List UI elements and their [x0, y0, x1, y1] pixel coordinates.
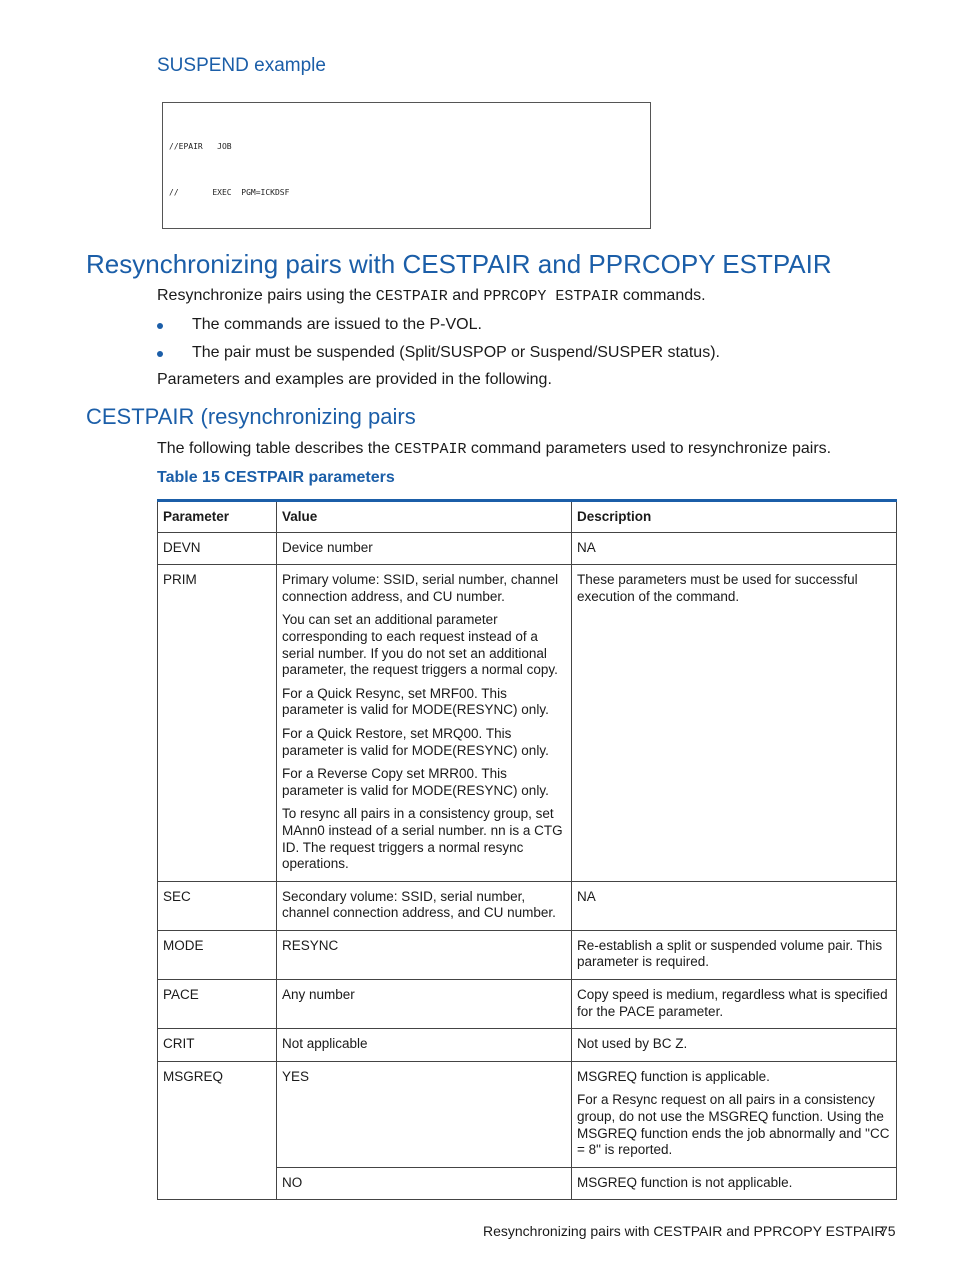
cell-description: Copy speed is medium, regardless what is specified for the PACE parameter. — [572, 980, 897, 1029]
description-paragraph: MSGREQ function is applicable. — [577, 1068, 770, 1084]
desc-text: command parameters used to resynchronize pairs. — [466, 440, 832, 457]
intro-text: commands. — [618, 287, 706, 304]
table-row — [158, 930, 897, 979]
bullet-text: The pair must be suspended (Split/SUSPOP or Suspend/SUSPER status). — [192, 344, 720, 361]
code-line: //EPAIR JOB — [169, 141, 232, 151]
description-paragraph: For a Resync request on all pairs in a consistency group, do not use the MSGREQ function. Using the MSGREQ function ends the job abnormally and "CC = 8" is reported. — [577, 1092, 890, 1158]
value-paragraph: For a Quick Restore, set MRQ00. This parameter is valid for MODE(RESYNC) only. — [282, 725, 549, 758]
footer-section-title: Resynchronizing pairs with CESTPAIR and PPRCOPY ESTPAIR — [483, 1223, 885, 1239]
page-number: 75 — [880, 1223, 896, 1239]
section-outro: Parameters and examples are provided in the following. — [157, 371, 552, 388]
code-example-box — [162, 102, 651, 229]
cell-description: These parameters must be used for successful execution of the command. — [572, 565, 897, 882]
subsection-description — [157, 440, 831, 458]
value-paragraph: For a Quick Resync, set MRF00. This parameter is valid for MODE(RESYNC) only. — [282, 685, 549, 718]
table-caption: Table 15 CESTPAIR parameters — [157, 469, 395, 486]
cell-parameter: CRIT — [158, 1029, 277, 1062]
value-paragraph: Primary volume: SSID, serial number, channel connection address, and CU number. — [282, 572, 559, 604]
cell-value: YES — [277, 1061, 572, 1167]
cell-value — [277, 565, 572, 882]
section-title: Resynchronizing pairs with CESTPAIR and PPRCOPY ESTPAIR — [86, 249, 832, 279]
bullet-dot-icon — [157, 351, 163, 357]
cell-parameter: PACE — [158, 980, 277, 1029]
value-paragraph: For a Reverse Copy set MRR00. This parameter is valid for MODE(RESYNC) only. — [282, 766, 549, 798]
cell-parameter: SEC — [158, 881, 277, 930]
subsection-title: CESTPAIR (resynchronizing pairs — [86, 404, 416, 429]
column-header-parameter: Parameter — [158, 501, 277, 533]
table-row — [158, 532, 897, 565]
code-line: // EXEC PGM=ICKDSF — [169, 188, 290, 198]
cell-parameter: PRIM — [158, 565, 277, 882]
cell-description: NA — [572, 532, 897, 565]
command-pprcopy-estpair: PPRCOPY ESTPAIR — [483, 288, 619, 305]
bullet-text: The commands are issued to the P-VOL. — [192, 316, 482, 333]
cell-value: RESYNC — [277, 930, 572, 979]
intro-text: and — [447, 287, 484, 304]
cell-description: Not used by BC Z. — [572, 1029, 897, 1062]
table-row — [158, 1061, 897, 1167]
desc-text: The following table describes the — [157, 440, 395, 457]
cell-parameter: DEVN — [158, 532, 277, 565]
cell-description: Re-establish a split or suspended volume pair. This parameter is required. — [572, 930, 897, 979]
command-cestpair: CESTPAIR — [394, 441, 467, 458]
cell-description: MSGREQ function is not applicable. — [572, 1167, 897, 1200]
command-cestpair: CESTPAIR — [375, 288, 448, 305]
cell-value: NO — [277, 1167, 572, 1200]
table-row — [158, 881, 897, 930]
intro-text: Resynchronize pairs using the — [157, 287, 376, 304]
value-paragraph: To resync all pairs in a consistency group, set MAnn0 instead of a serial number. nn is a CTG ID. The request triggers a normal resync operations. — [282, 806, 563, 872]
table-row — [158, 980, 897, 1029]
parameters-table — [157, 499, 897, 1200]
cell-description: NA — [572, 881, 897, 930]
cell-value: Device number — [277, 532, 572, 565]
cell-value: Secondary volume: SSID, serial number, channel connection address, and CU number. — [277, 881, 572, 930]
table-row — [158, 565, 897, 882]
column-header-value: Value — [277, 501, 572, 533]
bullet-dot-icon — [157, 323, 163, 329]
section-intro — [157, 287, 706, 305]
cell-parameter: MSGREQ — [158, 1061, 277, 1200]
cell-value: Not applicable — [277, 1029, 572, 1062]
column-header-description: Description — [572, 501, 897, 533]
value-paragraph: You can set an additional parameter corresponding to each request instead of a serial number. If you do not set an additional parameter, the request triggers a normal copy. — [282, 612, 558, 678]
cell-parameter: MODE — [158, 930, 277, 979]
example-heading: SUSPEND example — [157, 55, 326, 76]
cell-value: Any number — [277, 980, 572, 1029]
table-row — [158, 1029, 897, 1062]
table-header-row — [158, 501, 897, 533]
cell-description — [572, 1061, 897, 1167]
